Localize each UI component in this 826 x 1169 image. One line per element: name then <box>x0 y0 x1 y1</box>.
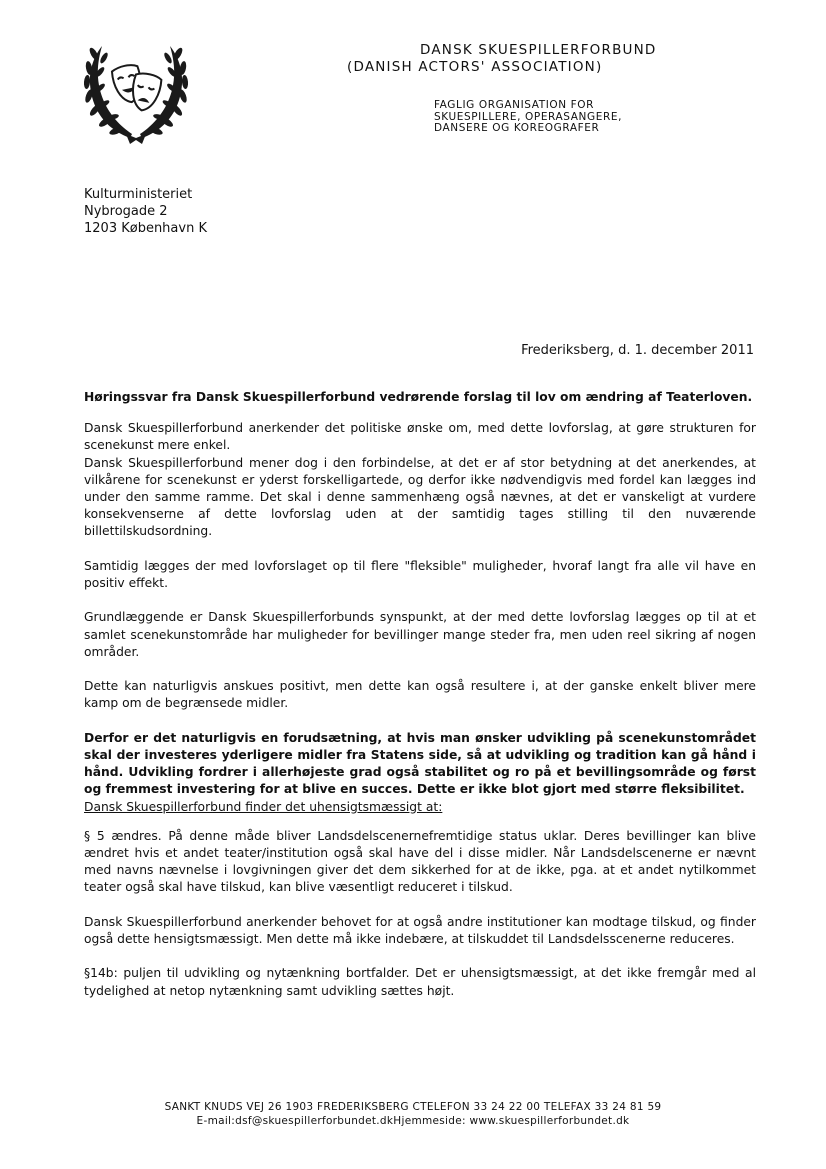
organization-description-line: FAGLIG ORGANISATION FOR <box>434 99 595 111</box>
organization-name-english: (DANISH ACTORS' ASSOCIATION) <box>347 59 603 75</box>
body-paragraph: § 5 ændres. På denne måde bliver Landsdelscenernefremtidige status uklar. Deres bevillinger kan blive ændret hvis et andet teater/institution også skal have del i disse midler. Når Landsdelscenerne er nævnt med navns nævnelse i lovgivningen giver det dem sikkerhed for at de ikke, pga. at et andet nytilkommet teater også skal have tilskud, kan blive væsentligt reduceret i tilskud. <box>84 828 756 895</box>
theatre-masks-laurel-wreath-icon <box>80 34 192 146</box>
emphasis-paragraph: Derfor er det naturligvis en forudsætning, at hvis man ønsker udvikling på scenekunstområdet skal der investeres yderligere midler fra Statens side, så at udvikling og tradition kan gå hånd i hånd. Udvikling fordrer i allerhøjeste grad også stabilitet og ro på et bevillingsområde og først og fremmest investering for at blive en succes. Dette er ikke blot gjort med større fleksibilitet. <box>84 730 756 797</box>
body-paragraph: Dansk Skuespillerforbund anerkender det politiske ønske om, med dette lovforslag, at gøre strukturen for scenekunst mere enkel. <box>84 421 756 453</box>
letter-footer <box>0 1100 826 1128</box>
organization-description-line: DANSERE OG KOREOGRAFER <box>434 122 600 134</box>
organization-description-line: SKUESPILLERE, OPERASANGERE, <box>434 110 623 123</box>
body-paragraph: Samtidig lægges der med lovforslaget op til flere "fleksible" muligheder, hvoraf langt fra alle vil have en positiv effekt. <box>84 558 756 591</box>
organization-name: DANSK SKUESPILLERFORBUND <box>420 42 657 58</box>
body-paragraph: Dette kan naturligvis anskues positivt, men dette kan også resultere i, at der ganske enkelt bliver mere kamp om de begrænsede midler. <box>84 679 756 711</box>
section-heading: Dansk Skuespillerforbund finder det uhensigtsmæssigt at: <box>84 799 443 814</box>
body-paragraph: §14b: puljen til udvikling og nytænkning bortfalder. Det er uhensigtsmæssigt, at det ikke fremgår med al tydelighed at netop nytænkning samt udvikling sættes højt. <box>84 966 756 998</box>
body-paragraph: Grundlæggende er Dansk Skuespillerforbunds synspunkt, at der med dette lovforslag lægges op til at et samlet scenekunstområde har muligheder for bevillinger mange steder fra, men uden reel sikring af nogen områder. <box>84 610 756 659</box>
recipient-address-line: 1203 København K <box>84 221 207 236</box>
recipient-address-line: Kulturministeriet <box>84 187 193 202</box>
body-paragraph: Dansk Skuespillerforbund anerkender behovet for at også andre institutioner kan modtage tilskud, og finder også dette hensigtsmæssigt. Men dette må ikke indebære, at tilskuddet til Landsdelsscenerne reduceres. <box>84 914 756 947</box>
subject-line: Høringssvar fra Dansk Skuespillerforbund vedrørende forslag til lov om ændring af Teaterloven. <box>84 390 753 404</box>
letter-body <box>84 389 756 1017</box>
body-paragraph: Dansk Skuespillerforbund mener dog i den forbindelse, at det er af stor betydning at det anerkendes, at vilkårene for scenekunst er yderst forskelligartede, og derfor ikke nødvendigvis med fordel kan lægges ind under den samme ramme. Det skal i denne sammenhæng også nævnes, at det er vanskeligt at vurdere konsekvenserne af dette lovforslag uden at der samtidig tages stilling til den nuværende billettilskudsordning. <box>84 455 756 539</box>
recipient-address <box>84 186 207 237</box>
recipient-address-line: Nybrogade 2 <box>84 204 168 219</box>
footer-address-line: SANKT KNUDS VEJ 26 1903 FREDERIKSBERG CTELEFON 33 24 22 00 TELEFAX 33 24 81 59 <box>164 1101 662 1113</box>
dateline: Frederiksberg, d. 1. december 2011 <box>521 343 754 358</box>
footer-contact-line: E-mail:dsf@skuespillerforbundet.dkHjemmeside: www.skuespillerforbundet.dk <box>196 1115 630 1127</box>
organization-description <box>434 100 622 135</box>
